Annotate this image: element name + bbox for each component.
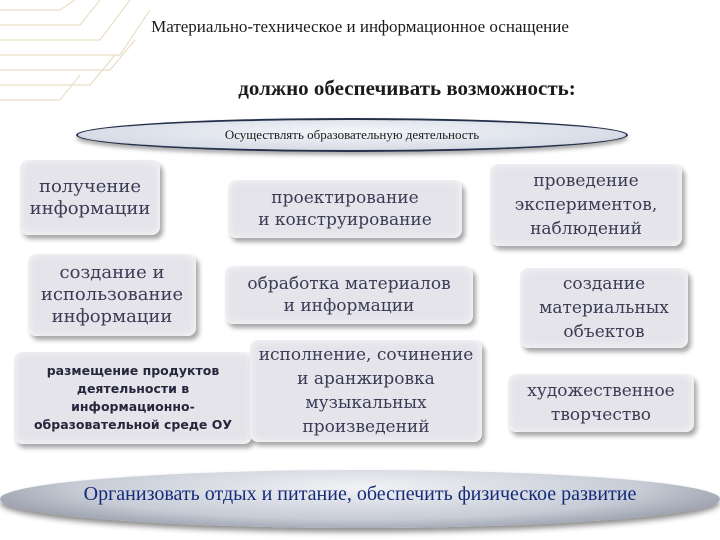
- bottom-banner-text: Организовать отдых и питание, обеспечить физическое развитие: [83, 483, 637, 505]
- box-receive-info: [20, 160, 160, 235]
- box-receive-info-text: получение информации: [29, 175, 151, 219]
- title-colon: :: [568, 76, 576, 100]
- box-design-construct-text: проектирование и конструирование: [258, 188, 432, 230]
- box-post-products-text: размещение продуктов деятельности в информационно- образовательной среде ОУ: [33, 363, 233, 432]
- box-material-objects-text: создание материальных объектов: [539, 274, 669, 342]
- box-post-products: [14, 352, 252, 444]
- box-material-objects: [520, 268, 688, 348]
- box-music-performance-text: исполнение, сочинение и аранжировка музыкальных произведений: [258, 345, 474, 437]
- box-experiments-text: проведение экспериментов, наблюдений: [514, 171, 658, 239]
- title-line-2: [172, 76, 642, 101]
- top-banner-text: Осуществлять образовательную деятельность: [224, 127, 480, 142]
- box-experiments: [490, 164, 682, 246]
- top-banner: [76, 118, 628, 152]
- box-music-performance: [250, 340, 482, 442]
- box-create-use-info-text: создание и использование информации: [40, 262, 184, 327]
- box-design-construct: [228, 180, 462, 238]
- title-line-1: Материально-техническое и информационное оснащение: [151, 17, 569, 36]
- corner-ornament: [0, 0, 150, 115]
- title-line-2-text: должно обеспечивать возможность: [238, 76, 569, 100]
- box-art-creativity-text: художественное творчество: [527, 381, 675, 425]
- box-create-use-info: [28, 254, 196, 336]
- box-art-creativity: [508, 374, 694, 432]
- box-process-materials-text: обработка материалов и информации: [247, 274, 451, 316]
- box-process-materials: [225, 266, 473, 324]
